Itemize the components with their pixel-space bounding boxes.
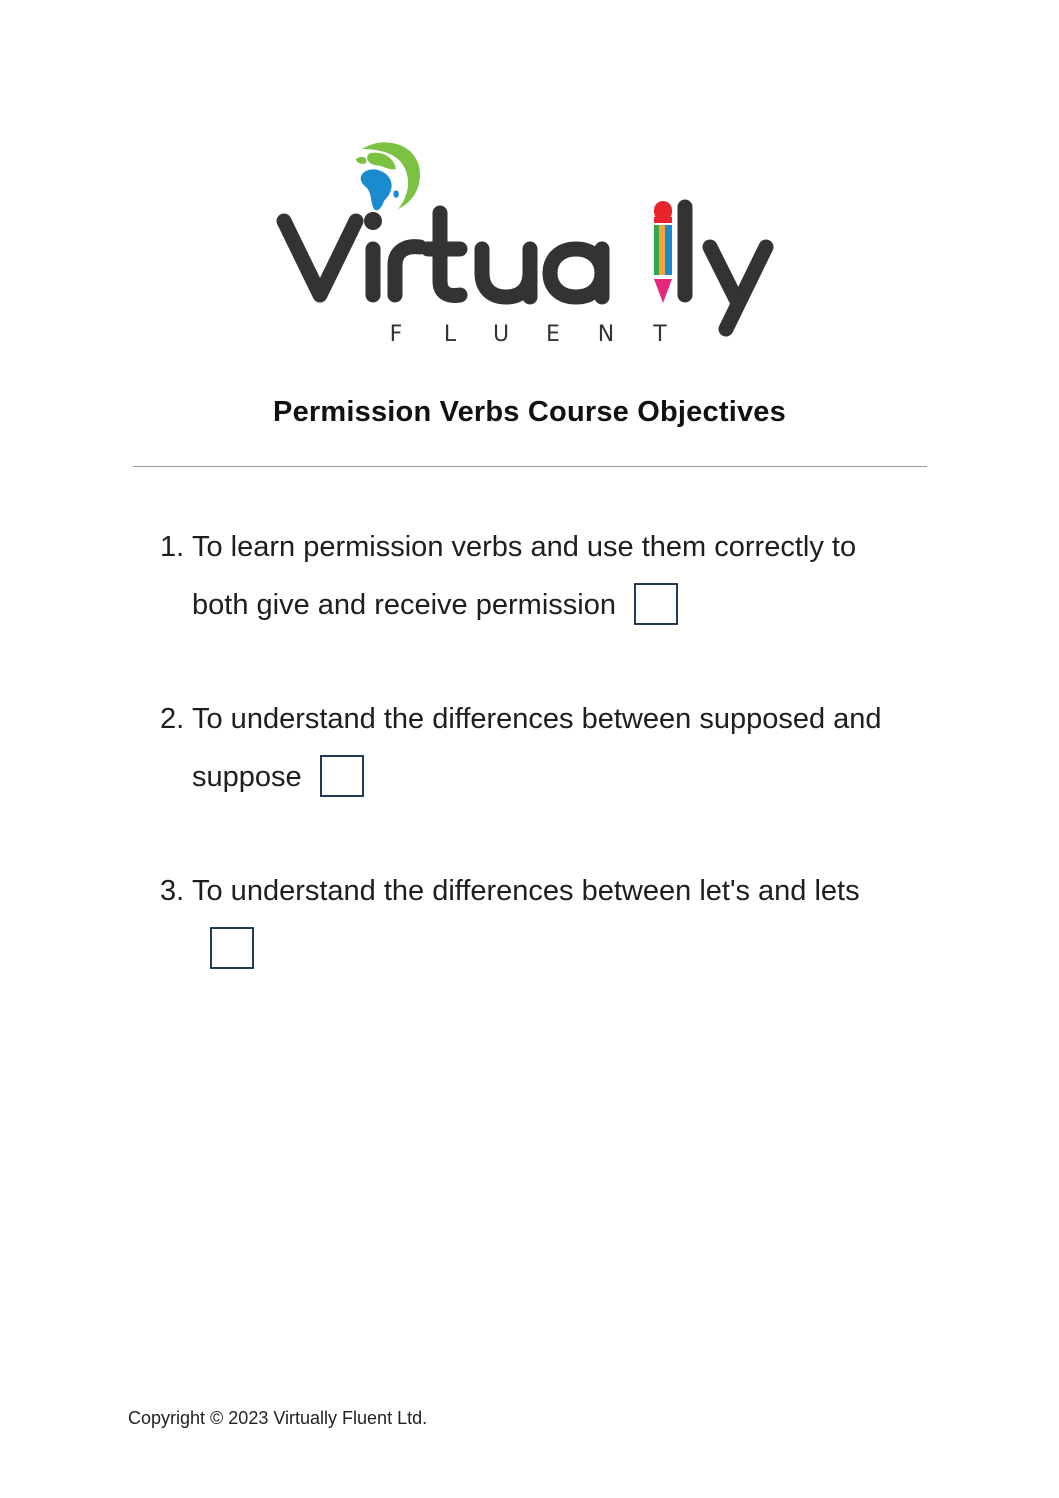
logo-subtitle (390, 322, 668, 347)
objective-checkbox[interactable] (320, 755, 364, 797)
copyright-footer: Copyright © 2023 Virtually Fluent Ltd. (128, 1408, 428, 1428)
logo-letter: F (389, 322, 403, 347)
objective-text: To learn permission verbs and use them correctly to both give and receive permission (192, 531, 857, 621)
objective-number: 3. (160, 875, 185, 907)
logo-letter: E (546, 322, 560, 347)
logo-letter: N (597, 322, 615, 347)
objective-number: 2. (160, 703, 185, 735)
objective-item (160, 862, 920, 978)
globe-icon (351, 142, 420, 211)
objective-number: 1. (160, 531, 185, 563)
objective-item (160, 518, 920, 634)
virtually-fluent-logo (270, 135, 790, 350)
pencil-icon (654, 201, 672, 303)
objective-checkbox[interactable] (210, 927, 254, 969)
logo-letter: T (653, 322, 667, 347)
virtually-wordmark (284, 207, 766, 329)
logo-letter: L (443, 322, 457, 347)
objective-text: To understand the differences between supposed and suppose (192, 703, 882, 793)
objective-text: To understand the differences between let's and lets (192, 875, 860, 907)
objective-item (160, 690, 920, 806)
page-title: Permission Verbs Course Objectives (273, 396, 786, 428)
title-divider (133, 466, 927, 467)
objective-checkbox[interactable] (634, 583, 678, 625)
logo-letter: U (492, 322, 510, 347)
